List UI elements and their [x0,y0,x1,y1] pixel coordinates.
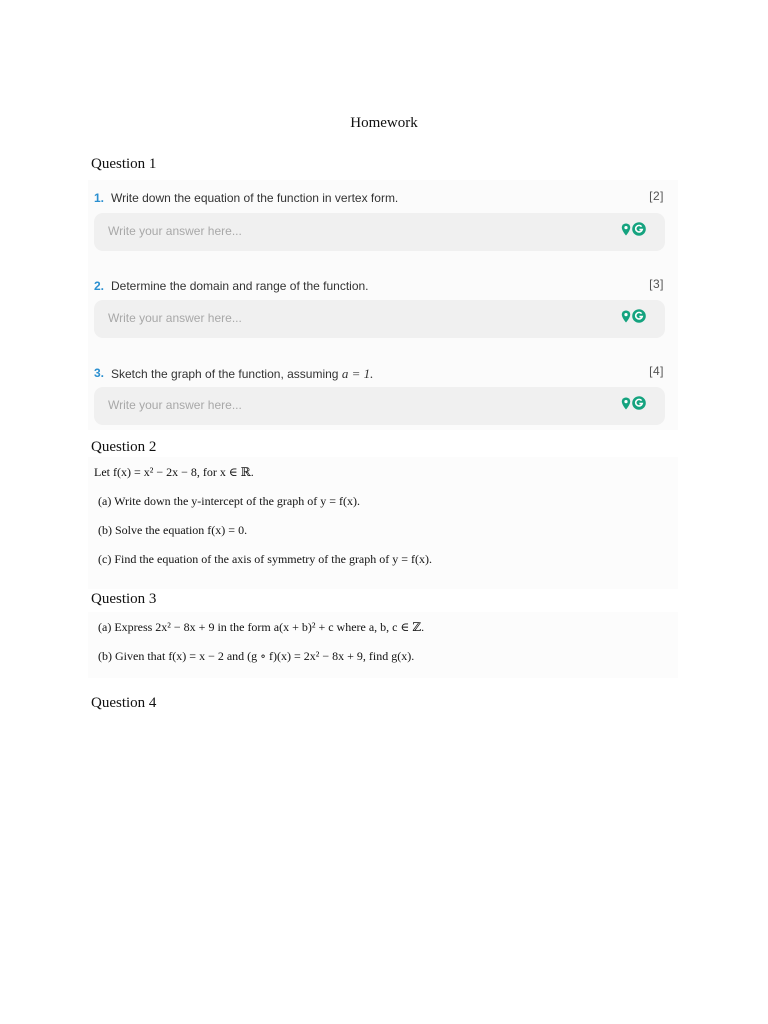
page-title: Homework [350,115,418,131]
location-pin-icon[interactable] [621,397,631,410]
grammarly-icon[interactable] [632,222,646,236]
question-1-heading: Question 1 [91,156,157,172]
part-number: 2. [94,279,105,293]
question-1-part-1 [88,188,678,208]
question-1-part-3 [88,363,678,383]
question-2-heading: Question 2 [91,439,157,455]
question-1-part-2 [88,276,678,296]
part-text-main: Sketch the graph of the function, assuming [111,367,339,381]
answer-input-1[interactable] [94,213,665,251]
question-2-line: Let f(x) = x² − 2x − 8, for x ∈ ℝ. [94,465,254,479]
part-marks: [2] [649,189,664,203]
answer-placeholder: Write your answer here... [108,398,242,412]
question-2-card [88,457,678,589]
part-number: 1. [94,191,105,205]
answer-input-3[interactable] [94,387,665,425]
question-1-card [88,180,678,430]
grammarly-icon[interactable] [632,309,646,323]
grammarly-icon[interactable] [632,396,646,410]
part-marks: [4] [649,364,664,378]
part-math: a = 1. [341,366,374,381]
question-2-line: (a) Write down the y-intercept of the graph of y = f(x). [98,494,360,508]
part-text [111,366,373,382]
question-3-heading: Question 3 [91,591,157,607]
part-text: Write down the equation of the function in vertex form. [111,191,399,205]
question-2-line: (c) Find the equation of the axis of symmetry of the graph of y = f(x). [98,552,433,566]
location-pin-icon[interactable] [621,310,631,323]
part-text: Determine the domain and range of the function. [111,279,369,293]
question-2-line: (b) Solve the equation f(x) = 0. [98,523,248,537]
question-3-card [88,612,678,678]
question-4-heading: Question 4 [91,695,157,711]
question-3-line: (b) Given that f(x) = x − 2 and (g ∘ f)(x) = 2x² − 8x + 9, find g(x). [98,649,415,663]
location-pin-icon[interactable] [621,223,631,236]
part-marks: [3] [649,277,664,291]
answer-placeholder: Write your answer here... [108,311,242,325]
part-number: 3. [94,366,105,380]
question-3-line: (a) Express 2x² − 8x + 9 in the form a(x + b)² + c where a, b, c ∈ ℤ. [98,620,425,634]
answer-placeholder: Write your answer here... [108,224,242,238]
answer-input-2[interactable] [94,300,665,338]
